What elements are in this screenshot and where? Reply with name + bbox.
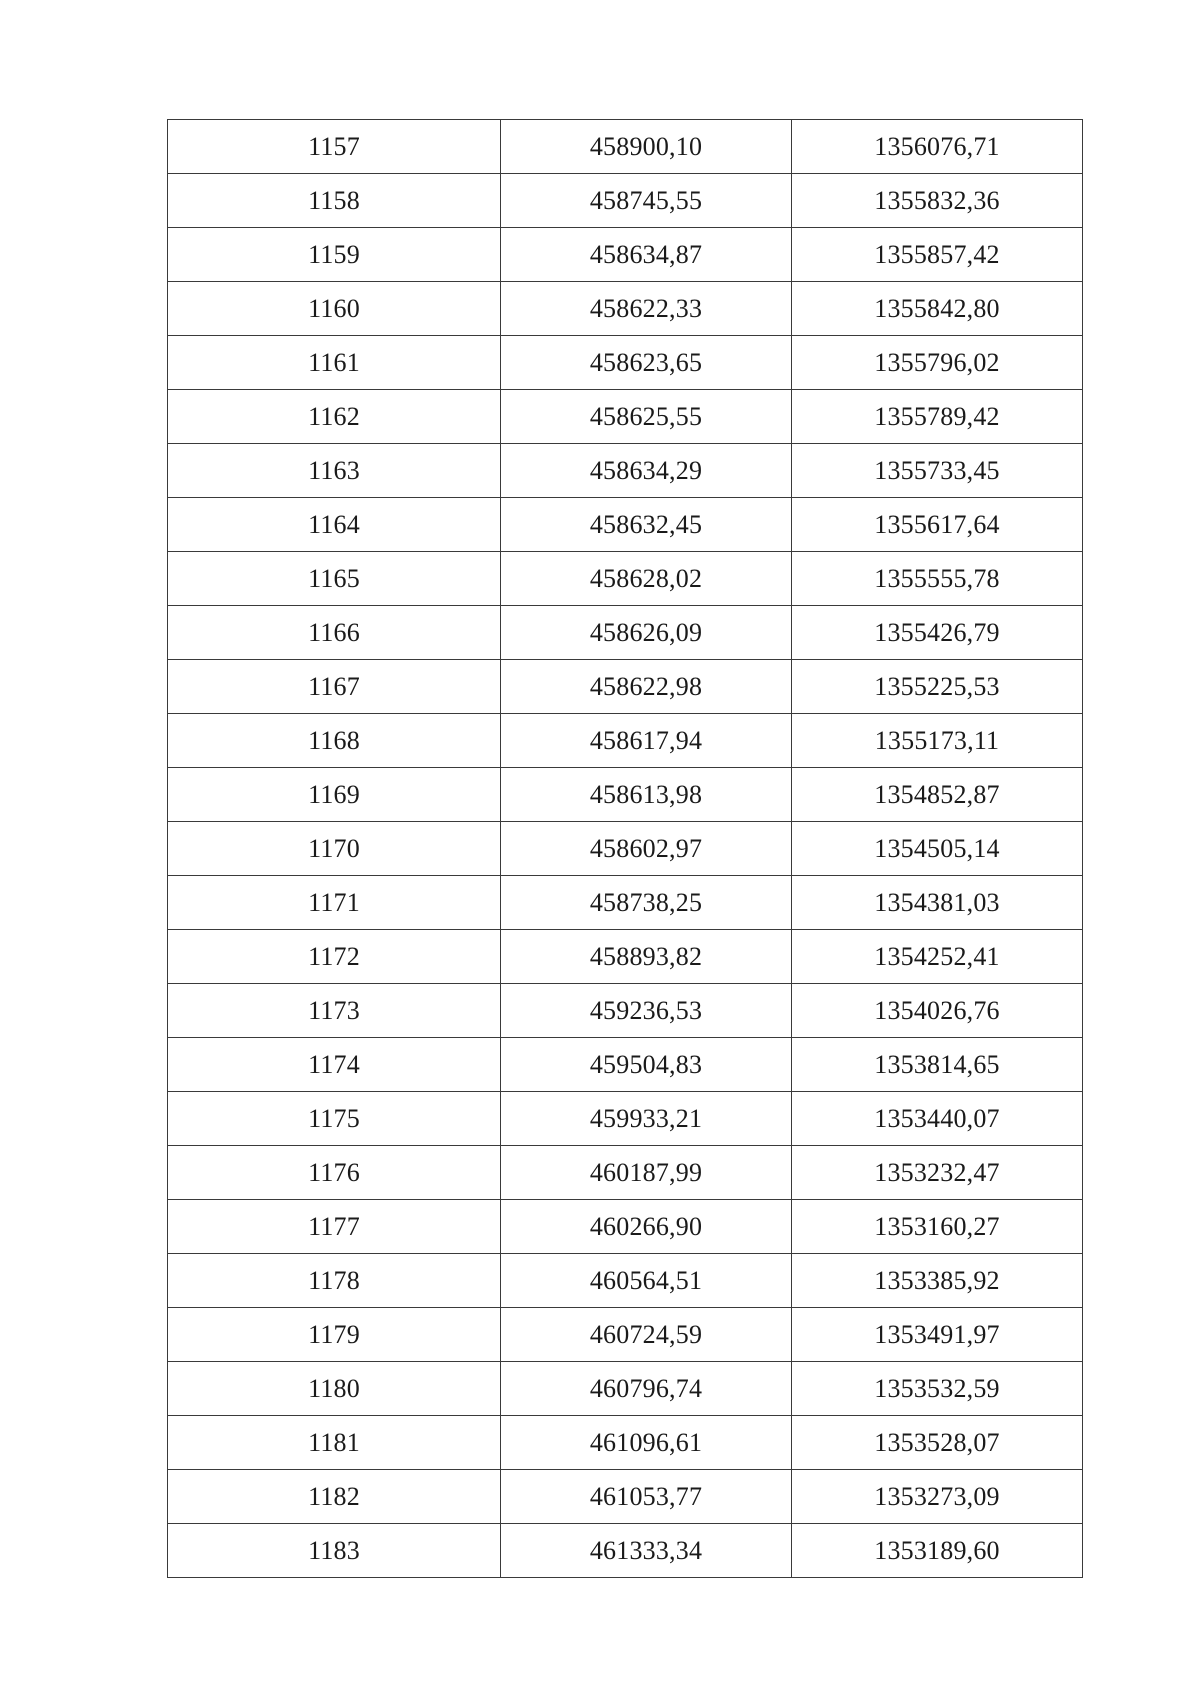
x-coordinate-cell: 460266,90 [501, 1200, 792, 1254]
point-number-cell: 1158 [168, 174, 501, 228]
y-coordinate-cell: 1355789,42 [792, 390, 1083, 444]
table-row [168, 1200, 1083, 1254]
point-number-cell: 1169 [168, 768, 501, 822]
x-coordinate-cell: 458628,02 [501, 552, 792, 606]
point-number-cell: 1182 [168, 1470, 501, 1524]
y-coordinate-cell: 1356076,71 [792, 120, 1083, 174]
x-coordinate-cell: 460564,51 [501, 1254, 792, 1308]
x-coordinate-cell: 458738,25 [501, 876, 792, 930]
x-coordinate-cell: 458632,45 [501, 498, 792, 552]
table-row [168, 876, 1083, 930]
table-row [168, 984, 1083, 1038]
y-coordinate-cell: 1354381,03 [792, 876, 1083, 930]
y-coordinate-cell: 1355796,02 [792, 336, 1083, 390]
table-row [168, 1146, 1083, 1200]
y-coordinate-cell: 1353273,09 [792, 1470, 1083, 1524]
table-row [168, 174, 1083, 228]
table-row [168, 390, 1083, 444]
point-number-cell: 1166 [168, 606, 501, 660]
table-row [168, 498, 1083, 552]
table-row [168, 1362, 1083, 1416]
point-number-cell: 1161 [168, 336, 501, 390]
table-row [168, 1254, 1083, 1308]
table-row [168, 120, 1083, 174]
y-coordinate-cell: 1353528,07 [792, 1416, 1083, 1470]
table-row [168, 1038, 1083, 1092]
y-coordinate-cell: 1353385,92 [792, 1254, 1083, 1308]
table-row [168, 1416, 1083, 1470]
x-coordinate-cell: 458622,98 [501, 660, 792, 714]
table-row [168, 606, 1083, 660]
table-row [168, 714, 1083, 768]
y-coordinate-cell: 1355733,45 [792, 444, 1083, 498]
x-coordinate-cell: 460796,74 [501, 1362, 792, 1416]
y-coordinate-cell: 1355225,53 [792, 660, 1083, 714]
table-row [168, 282, 1083, 336]
y-coordinate-cell: 1353814,65 [792, 1038, 1083, 1092]
table-row [168, 822, 1083, 876]
point-number-cell: 1176 [168, 1146, 501, 1200]
table-row [168, 444, 1083, 498]
point-number-cell: 1179 [168, 1308, 501, 1362]
y-coordinate-cell: 1355857,42 [792, 228, 1083, 282]
table-row [168, 768, 1083, 822]
x-coordinate-cell: 459933,21 [501, 1092, 792, 1146]
table-row [168, 930, 1083, 984]
point-number-cell: 1183 [168, 1524, 501, 1578]
x-coordinate-cell: 458623,65 [501, 336, 792, 390]
table-row [168, 1524, 1083, 1578]
x-coordinate-cell: 459504,83 [501, 1038, 792, 1092]
point-number-cell: 1173 [168, 984, 501, 1038]
y-coordinate-cell: 1353232,47 [792, 1146, 1083, 1200]
x-coordinate-cell: 458745,55 [501, 174, 792, 228]
x-coordinate-cell: 458634,29 [501, 444, 792, 498]
y-coordinate-cell: 1355555,78 [792, 552, 1083, 606]
x-coordinate-cell: 461053,77 [501, 1470, 792, 1524]
point-number-cell: 1172 [168, 930, 501, 984]
y-coordinate-cell: 1354252,41 [792, 930, 1083, 984]
x-coordinate-cell: 458893,82 [501, 930, 792, 984]
table-row [168, 552, 1083, 606]
coordinates-table [167, 119, 1083, 1578]
x-coordinate-cell: 458634,87 [501, 228, 792, 282]
point-number-cell: 1170 [168, 822, 501, 876]
point-number-cell: 1165 [168, 552, 501, 606]
y-coordinate-cell: 1353440,07 [792, 1092, 1083, 1146]
point-number-cell: 1162 [168, 390, 501, 444]
point-number-cell: 1177 [168, 1200, 501, 1254]
point-number-cell: 1160 [168, 282, 501, 336]
table-row [168, 660, 1083, 714]
y-coordinate-cell: 1354026,76 [792, 984, 1083, 1038]
y-coordinate-cell: 1355832,36 [792, 174, 1083, 228]
coordinates-table-body [168, 120, 1083, 1578]
point-number-cell: 1178 [168, 1254, 501, 1308]
point-number-cell: 1175 [168, 1092, 501, 1146]
x-coordinate-cell: 460724,59 [501, 1308, 792, 1362]
point-number-cell: 1168 [168, 714, 501, 768]
x-coordinate-cell: 461333,34 [501, 1524, 792, 1578]
y-coordinate-cell: 1354505,14 [792, 822, 1083, 876]
y-coordinate-cell: 1353532,59 [792, 1362, 1083, 1416]
x-coordinate-cell: 458613,98 [501, 768, 792, 822]
point-number-cell: 1159 [168, 228, 501, 282]
x-coordinate-cell: 458617,94 [501, 714, 792, 768]
x-coordinate-cell: 458622,33 [501, 282, 792, 336]
point-number-cell: 1171 [168, 876, 501, 930]
y-coordinate-cell: 1353491,97 [792, 1308, 1083, 1362]
point-number-cell: 1163 [168, 444, 501, 498]
x-coordinate-cell: 459236,53 [501, 984, 792, 1038]
y-coordinate-cell: 1355617,64 [792, 498, 1083, 552]
table-row [168, 1308, 1083, 1362]
x-coordinate-cell: 458900,10 [501, 120, 792, 174]
y-coordinate-cell: 1355842,80 [792, 282, 1083, 336]
y-coordinate-cell: 1355426,79 [792, 606, 1083, 660]
table-row [168, 1092, 1083, 1146]
point-number-cell: 1180 [168, 1362, 501, 1416]
x-coordinate-cell: 460187,99 [501, 1146, 792, 1200]
table-row [168, 1470, 1083, 1524]
x-coordinate-cell: 458602,97 [501, 822, 792, 876]
x-coordinate-cell: 458625,55 [501, 390, 792, 444]
y-coordinate-cell: 1353189,60 [792, 1524, 1083, 1578]
y-coordinate-cell: 1355173,11 [792, 714, 1083, 768]
x-coordinate-cell: 458626,09 [501, 606, 792, 660]
point-number-cell: 1164 [168, 498, 501, 552]
point-number-cell: 1167 [168, 660, 501, 714]
x-coordinate-cell: 461096,61 [501, 1416, 792, 1470]
y-coordinate-cell: 1354852,87 [792, 768, 1083, 822]
table-row [168, 336, 1083, 390]
point-number-cell: 1157 [168, 120, 501, 174]
table-row [168, 228, 1083, 282]
y-coordinate-cell: 1353160,27 [792, 1200, 1083, 1254]
point-number-cell: 1181 [168, 1416, 501, 1470]
point-number-cell: 1174 [168, 1038, 501, 1092]
